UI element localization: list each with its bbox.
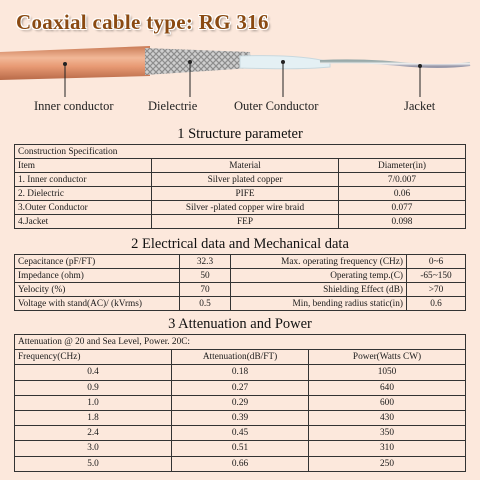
table-cell: 600 (309, 395, 466, 410)
table-row (15, 365, 466, 380)
table-cell: Operating temp.(C) (231, 269, 407, 283)
table-row (15, 426, 466, 441)
table-cell: Cepacitance (pF/FT) (15, 255, 180, 269)
section1-heading: 1 Structure parameter (177, 126, 303, 142)
section2-heading: 2 Electrical data and Mechanical data (131, 236, 349, 252)
table-cell: 70 (180, 283, 231, 297)
inner-conductor-wire (320, 61, 470, 66)
table-header: Power(Watts CW) (309, 350, 466, 365)
table-row (15, 395, 466, 410)
table-cell: 3.Outer Conductor (15, 201, 152, 215)
table-row (15, 441, 466, 456)
table-cell: 2.4 (15, 426, 172, 441)
table-cell: Yelocity (%) (15, 283, 180, 297)
structure-table (14, 144, 466, 229)
table-cell: Min, bending radius static(in) (231, 297, 407, 311)
table-row (15, 201, 466, 215)
table-cell: Voltage with stand(AC)/ (kVrms) (15, 297, 180, 311)
label-outer-conductor: Outer Conductor (234, 99, 319, 113)
section3-heading: 3 Attenuation and Power (168, 316, 312, 332)
table-header: Frequency(CHz) (15, 350, 172, 365)
table-row (15, 215, 466, 229)
table-cell: 350 (309, 426, 466, 441)
dielectric-segment (240, 56, 330, 69)
table-cell: 5.0 (15, 456, 172, 471)
table-row (15, 187, 466, 201)
table-header: Attenuation(dB/FT) (172, 350, 309, 365)
table-row (15, 173, 466, 187)
table-row (15, 456, 466, 471)
table-cell: 0.51 (172, 441, 309, 456)
table-cell: 0.18 (172, 365, 309, 380)
table-cell: Silver -plated copper wire braid (152, 201, 339, 215)
table-cell: Max. operating frequency (CHz) (231, 255, 407, 269)
label-dielectric: Dielectrie (148, 99, 198, 113)
table-row (15, 410, 466, 425)
attenuation-caption: Attenuation @ 20 and Sea Level, Power. 20C: (15, 335, 466, 350)
table-cell: 32.3 (180, 255, 231, 269)
table-cell: 0.66 (172, 456, 309, 471)
table-cell: 1050 (309, 365, 466, 380)
label-jacket: Jacket (404, 99, 436, 113)
table-cell: Silver plated copper (152, 173, 339, 187)
table-cell: 2. Dielectric (15, 187, 152, 201)
table-cell: 1.8 (15, 410, 172, 425)
table-cell: 0.5 (180, 297, 231, 311)
structure-caption: Construction Specification (15, 145, 466, 159)
table-cell: 7/0.007 (339, 173, 466, 187)
table-cell: 3.0 (15, 441, 172, 456)
page-title: Coaxial cable type: RG 316 (16, 10, 269, 34)
table-cell: 0.29 (172, 395, 309, 410)
table-cell: Shielding Effect (dB) (231, 283, 407, 297)
table-cell: 640 (309, 380, 466, 395)
table-cell: 0.6 (407, 297, 466, 311)
table-header: Material (152, 159, 339, 173)
attenuation-table (14, 334, 466, 472)
table-cell: FEP (152, 215, 339, 229)
table-row (15, 283, 466, 297)
table-cell: 0.06 (339, 187, 466, 201)
table-cell: 310 (309, 441, 466, 456)
table-cell: 0.077 (339, 201, 466, 215)
jacket-segment (0, 46, 150, 80)
table-header: Item (15, 159, 152, 173)
table-cell: -65~150 (407, 269, 466, 283)
table-cell: 0~6 (407, 255, 466, 269)
table-cell: 0.9 (15, 380, 172, 395)
table-row (15, 255, 466, 269)
table-cell: 1. Inner conductor (15, 173, 152, 187)
table-header: Diameter(in) (339, 159, 466, 173)
table-cell: 0.45 (172, 426, 309, 441)
table-cell: 250 (309, 456, 466, 471)
table-cell: 1.0 (15, 395, 172, 410)
table-cell: 0.39 (172, 410, 309, 425)
table-cell: >70 (407, 283, 466, 297)
electrical-table (14, 254, 466, 311)
table-cell: 0.27 (172, 380, 309, 395)
table-cell: 0.4 (15, 365, 172, 380)
table-row (15, 380, 466, 395)
table-cell: Impedance (ohm) (15, 269, 180, 283)
table-cell: 50 (180, 269, 231, 283)
table-cell: 430 (309, 410, 466, 425)
table-cell: 0.098 (339, 215, 466, 229)
table-cell: PIFE (152, 187, 339, 201)
table-row (15, 269, 466, 283)
table-cell: 4.Jacket (15, 215, 152, 229)
braid-segment (145, 48, 252, 75)
table-row (15, 297, 466, 311)
label-inner-conductor: Inner conductor (34, 99, 114, 113)
